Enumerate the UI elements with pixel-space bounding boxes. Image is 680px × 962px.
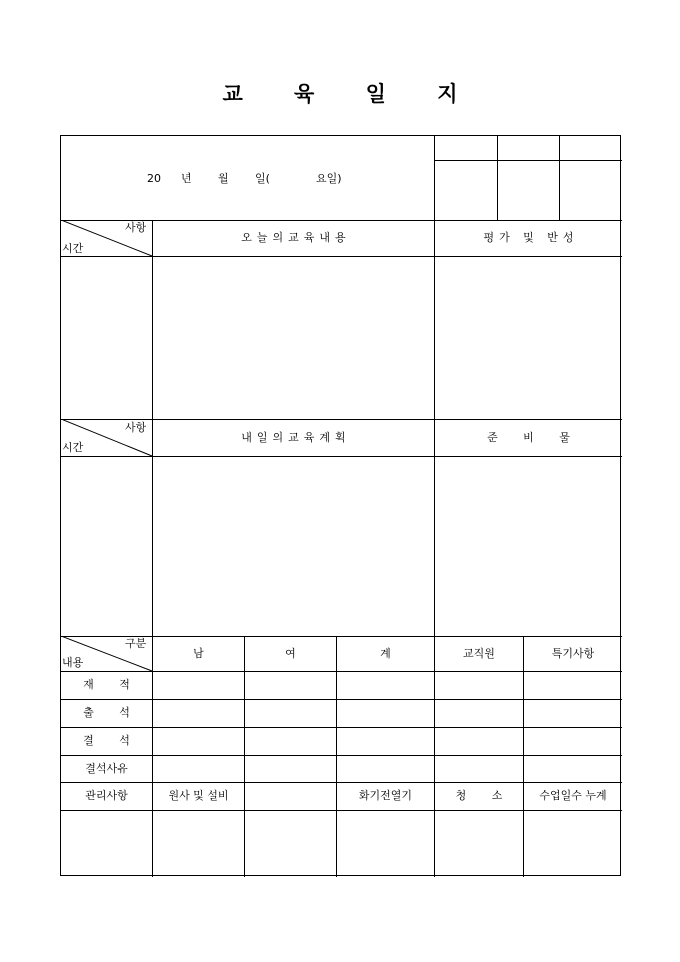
corner-label-bottom: 시간 [62, 441, 84, 454]
row-present: 출 석 [83, 706, 141, 719]
col-female: 여 [285, 646, 296, 660]
row-enrolled: 재 적 [83, 678, 141, 691]
education-log-form [60, 135, 621, 876]
date-weekday-unit: 요일) [316, 172, 342, 185]
row-absence-reason: 결석사유 [85, 761, 128, 775]
line-h [61, 810, 622, 811]
line-v [152, 636, 153, 877]
date-year-unit: 년 [181, 172, 192, 185]
form-title: 교 육 일 지 [222, 81, 480, 106]
row-absent: 결 석 [83, 734, 141, 747]
line-v [497, 136, 498, 220]
col-notes: 특기사항 [551, 646, 595, 660]
today-content-header: 오늘의교육내용 [241, 231, 351, 244]
corner-label-bottom: 시간 [62, 242, 84, 255]
line-v [434, 636, 435, 877]
line-v [559, 136, 560, 220]
date-day-unit: 일( [255, 172, 270, 185]
line-v [523, 636, 524, 877]
corner-label-top: 구분 [125, 637, 147, 650]
line-h [434, 160, 622, 161]
review-header: 평가 및 반성 [483, 231, 579, 244]
corner-label-top: 사항 [125, 221, 147, 234]
facilities-label: 원사 및 설비 [168, 789, 229, 802]
corner-label-top: 사항 [125, 421, 147, 434]
date-year: 20 [147, 172, 161, 185]
corner-label-bottom: 내용 [62, 656, 84, 669]
line-v [244, 636, 245, 877]
class-days-label: 수업일수 누계 [539, 789, 607, 802]
col-total: 계 [380, 646, 391, 660]
line-v [434, 136, 435, 220]
management-label: 관리사항 [85, 789, 128, 802]
tomorrow-plan-header: 내일의교육계획 [241, 430, 351, 444]
date-month-unit: 월 [218, 172, 229, 185]
supplies-header: 준 비 물 [487, 430, 581, 444]
line-v [336, 636, 337, 877]
ventilation-label: 화기전열기 [358, 789, 413, 802]
col-male: 남 [193, 646, 204, 660]
cleaning-label: 청 소 [455, 789, 514, 802]
col-staff: 교직원 [463, 646, 495, 660]
